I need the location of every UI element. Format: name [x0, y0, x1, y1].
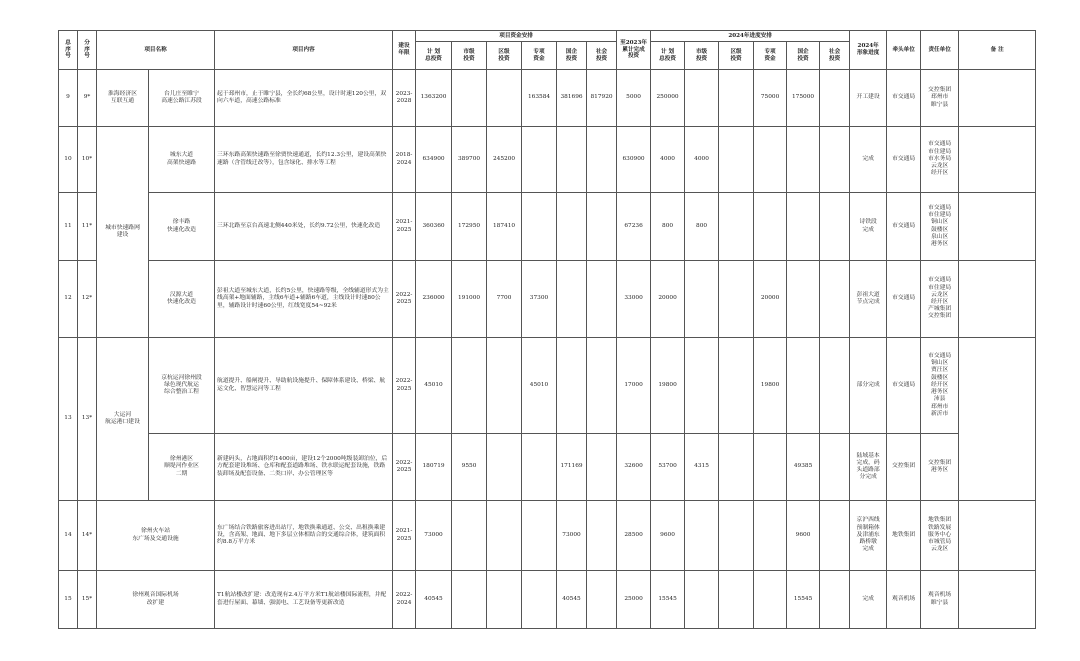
lead-unit-cell: 市交通局	[887, 338, 921, 434]
total-seq-cell: 12	[59, 261, 78, 338]
total-seq-cell: 14	[59, 501, 78, 571]
table-row	[59, 501, 1036, 571]
header-funding-col: 区级 投资	[487, 42, 522, 70]
category-cell: 淮海经济区 互联互通	[97, 70, 149, 127]
total-seq-cell: 13	[59, 338, 78, 501]
funding-district-cell	[487, 434, 522, 501]
funding-social-cell	[587, 571, 617, 629]
funding-social-cell	[587, 127, 617, 193]
plan-total-cell: 53700	[651, 434, 685, 501]
resp-unit-cell: 市交通局 铜山区 贾汪区 鼓楼区 经开区 港务区 沛县 邳州市 新沂市	[921, 338, 959, 434]
total-seq-cell: 10	[59, 127, 78, 193]
project-content-cell: 彭祖大道至城东大道，长约5公里，快速路等级，全线辅道形式为主线高架+地面辅路，主线6车道+辅路6车道，主线设计时速80公里，辅路设计时速60公里，红线宽度54~92米	[215, 261, 393, 338]
funding-social-cell	[587, 193, 617, 261]
build-years-cell: 2022- 2024	[393, 571, 416, 629]
build-years-cell: 2021- 2025	[393, 193, 416, 261]
funding-city-cell: 191000	[452, 261, 487, 338]
remark-cell	[959, 193, 1036, 261]
funding-social-cell	[587, 338, 617, 434]
build-years-cell: 2022- 2025	[393, 338, 416, 434]
plan-social-cell	[820, 338, 850, 434]
resp-unit-cell: 市交通局 市住建局 市水务局 云龙区 经开区	[921, 127, 959, 193]
table-row	[59, 70, 1036, 127]
cum-2023-cell: 67236	[617, 193, 651, 261]
progress-cell: 开工建设	[850, 70, 887, 127]
progress-cell: 诗铁段 完成	[850, 193, 887, 261]
plan-district-cell	[719, 501, 754, 571]
funding-social-cell	[587, 261, 617, 338]
header-build-years: 建设 年限	[393, 31, 416, 70]
plan-city-cell	[685, 70, 719, 127]
plan-special-cell	[754, 434, 787, 501]
plan-soe-cell	[787, 338, 820, 434]
total-seq-cell: 15	[59, 571, 78, 629]
build-years-cell: 2022- 2025	[393, 261, 416, 338]
table-row	[59, 338, 1036, 434]
project-content-cell: 起于邳州市，止于睢宁县，全长约68公里，设计时速120公里，双向六车道，高速公路标准	[215, 70, 393, 127]
funding-district-cell: 187410	[487, 193, 522, 261]
sub-seq-cell: 13*	[78, 338, 97, 501]
build-years-cell: 2023- 2028	[393, 70, 416, 127]
remark-cell	[959, 70, 1036, 127]
table-row	[59, 127, 1036, 193]
total-seq-cell: 9	[59, 70, 78, 127]
remark-cell	[959, 127, 1036, 193]
project-schedule-table	[58, 30, 1036, 629]
remark-cell	[959, 571, 1036, 629]
plan-total-cell: 4000	[651, 127, 685, 193]
funding-soe-cell	[557, 193, 587, 261]
project-name-cell: 汉源大道 快速化改造	[149, 261, 215, 338]
sub-seq-cell: 11*	[78, 193, 97, 261]
lead-unit-cell: 交控集团	[887, 434, 921, 501]
plan-soe-cell: 175000	[787, 70, 820, 127]
header-funding-col: 计 划 总投资	[416, 42, 452, 70]
funding-soe-cell	[557, 127, 587, 193]
funding-total-cell: 634900	[416, 127, 452, 193]
funding-district-cell	[487, 501, 522, 571]
header-resp-unit: 责任单位	[921, 31, 959, 70]
plan-social-cell	[820, 261, 850, 338]
funding-city-cell	[452, 501, 487, 571]
plan-district-cell	[719, 338, 754, 434]
plan-social-cell	[820, 501, 850, 571]
project-content-cell: 航道提升、船闸提升、导助航设施提升、保障体系建设、桥梁、航运文化、智慧运河等工程	[215, 338, 393, 434]
funding-total-cell: 45010	[416, 338, 452, 434]
table-row	[59, 434, 1036, 501]
funding-district-cell: 245200	[487, 127, 522, 193]
plan-soe-cell	[787, 193, 820, 261]
plan-city-cell: 800	[685, 193, 719, 261]
project-name-cell: 徐州港区 顺堤河作业区 二期	[149, 434, 215, 501]
header-lead-unit: 牵头单位	[887, 31, 921, 70]
funding-district-cell	[487, 338, 522, 434]
funding-special-cell: 45010	[522, 338, 557, 434]
header-plan-col: 专项 资金	[754, 42, 787, 70]
plan-special-cell	[754, 193, 787, 261]
header-remarks: 备 注	[959, 31, 1036, 70]
funding-city-cell: 9550	[452, 434, 487, 501]
plan-city-cell	[685, 261, 719, 338]
funding-soe-cell: 381696	[557, 70, 587, 127]
plan-district-cell	[719, 571, 754, 629]
progress-cell: 彭祖大道 节点完成	[850, 261, 887, 338]
resp-unit-cell: 市交通局 市住建局 云龙区 经开区 产城集团 交控集团	[921, 261, 959, 338]
plan-special-cell	[754, 501, 787, 571]
funding-district-cell	[487, 70, 522, 127]
header-funding-col: 社会 投资	[587, 42, 617, 70]
header-total-seq: 总 序 号	[59, 31, 78, 70]
sub-seq-cell: 10*	[78, 127, 97, 193]
lead-unit-cell: 市交通局	[887, 127, 921, 193]
plan-special-cell	[754, 571, 787, 629]
funding-district-cell	[487, 571, 522, 629]
sub-seq-cell: 9*	[78, 70, 97, 127]
plan-total-cell: 800	[651, 193, 685, 261]
project-content-cell: T1航站楼改扩建：改造现有2.4万平方米T1航站楼国际流程，并配套进行屋面、幕墙、强弱电、工艺设备等更新改造	[215, 571, 393, 629]
funding-total-cell: 180719	[416, 434, 452, 501]
cum-2023-cell: 630900	[617, 127, 651, 193]
progress-cell: 完成	[850, 127, 887, 193]
resp-unit-cell: 交控集团 港务区	[921, 434, 959, 501]
funding-city-cell: 389700	[452, 127, 487, 193]
build-years-cell: 2022- 2025	[393, 434, 416, 501]
header-cum-2023: 至2023年 累计完成 投资	[617, 31, 651, 70]
lead-unit-cell: 地铁集团	[887, 501, 921, 571]
resp-unit-cell: 观音机场 睢宁县	[921, 571, 959, 629]
header-plan-col: 社会 投资	[820, 42, 850, 70]
lead-unit-cell: 观音机场	[887, 571, 921, 629]
header-funding-col: 市级 投资	[452, 42, 487, 70]
remark-cell	[959, 261, 1036, 338]
funding-soe-cell: 40545	[557, 571, 587, 629]
plan-city-cell	[685, 338, 719, 434]
plan-total-cell: 250000	[651, 70, 685, 127]
sub-seq-cell: 12*	[78, 261, 97, 338]
plan-soe-cell	[787, 261, 820, 338]
funding-social-cell	[587, 501, 617, 571]
plan-social-cell	[820, 193, 850, 261]
header-progress-2024: 2024年 形象进度	[850, 31, 887, 70]
plan-total-cell: 19800	[651, 338, 685, 434]
project-content-cell: 三环北路至京台高速北侧440米处，长约9.72公里，快速化改造	[215, 193, 393, 261]
plan-social-cell	[820, 571, 850, 629]
plan-social-cell	[820, 127, 850, 193]
cum-2023-cell: 17000	[617, 338, 651, 434]
funding-city-cell	[452, 70, 487, 127]
cum-2023-cell: 28500	[617, 501, 651, 571]
cum-2023-cell: 32600	[617, 434, 651, 501]
plan-social-cell	[820, 70, 850, 127]
lead-unit-cell: 市交通局	[887, 70, 921, 127]
plan-total-cell: 9600	[651, 501, 685, 571]
header-plan-col: 市级 投资	[685, 42, 719, 70]
project-name-cell: 徐州火车站 东广场及交通设施	[97, 501, 215, 571]
project-content-cell: 三环东路高架快速路至徐贾快速通道，长约12.3公里，建设高架快速路（含管线迁改等），包含绿化、排水等工程	[215, 127, 393, 193]
funding-soe-cell	[557, 261, 587, 338]
funding-social-cell: 817920	[587, 70, 617, 127]
plan-city-cell: 4000	[685, 127, 719, 193]
funding-special-cell: 37300	[522, 261, 557, 338]
funding-social-cell	[587, 434, 617, 501]
plan-district-cell	[719, 261, 754, 338]
lead-unit-cell: 市交通局	[887, 261, 921, 338]
plan-total-cell: 15545	[651, 571, 685, 629]
funding-total-cell: 73000	[416, 501, 452, 571]
plan-total-cell: 20000	[651, 261, 685, 338]
funding-total-cell: 360360	[416, 193, 452, 261]
plan-special-cell	[754, 127, 787, 193]
plan-soe-cell: 9600	[787, 501, 820, 571]
plan-district-cell	[719, 434, 754, 501]
header-funding-col: 专项 资金	[522, 42, 557, 70]
cum-2023-cell: 33000	[617, 261, 651, 338]
funding-total-cell: 40545	[416, 571, 452, 629]
funding-district-cell: 7700	[487, 261, 522, 338]
funding-soe-cell: 73000	[557, 501, 587, 571]
plan-district-cell	[719, 193, 754, 261]
progress-cell: 陆域基本 完成，码 头道路部 分完成	[850, 434, 887, 501]
header-plan-2024-group: 2024年进度安排	[651, 31, 850, 42]
plan-district-cell	[719, 127, 754, 193]
project-content-cell: 东广场结合铁路旅客进出站厅，地铁换乘通道、公交、出租换乘建设，含高架、地面、地下多层立体相结合的交通综合体，建筑面积约8.8万平方米	[215, 501, 393, 571]
sub-seq-cell: 15*	[78, 571, 97, 629]
plan-soe-cell: 49385	[787, 434, 820, 501]
table-row	[59, 261, 1036, 338]
category-cell: 城市快速路网 建设	[97, 127, 149, 338]
funding-soe-cell: 171169	[557, 434, 587, 501]
resp-unit-cell: 市交通局 市住建局 铜山区 鼓楼区 泉山区 港务区	[921, 193, 959, 261]
remark-cell	[959, 501, 1036, 571]
funding-city-cell: 172950	[452, 193, 487, 261]
progress-cell: 完成	[850, 571, 887, 629]
header-project-content: 项目内容	[215, 31, 393, 70]
funding-city-cell	[452, 571, 487, 629]
build-years-cell: 2021- 2025	[393, 501, 416, 571]
category-cell: 大运河 航运港口建设	[97, 338, 149, 501]
resp-unit-cell: 地铁集团 铁路发展 服务中心 市城管局 云龙区	[921, 501, 959, 571]
cum-2023-cell: 5000	[617, 70, 651, 127]
remark-cell	[959, 338, 1036, 501]
funding-special-cell	[522, 501, 557, 571]
sub-seq-cell: 14*	[78, 501, 97, 571]
build-years-cell: 2018- 2024	[393, 127, 416, 193]
plan-city-cell: 4315	[685, 434, 719, 501]
plan-district-cell	[719, 70, 754, 127]
header-funding-group: 项目资金安排	[416, 31, 617, 42]
plan-soe-cell: 15545	[787, 571, 820, 629]
funding-total-cell: 236000	[416, 261, 452, 338]
funding-special-cell	[522, 571, 557, 629]
header-project-name: 项目名称	[97, 31, 215, 70]
funding-special-cell: 163584	[522, 70, 557, 127]
plan-city-cell	[685, 501, 719, 571]
header-funding-col: 国企 投资	[557, 42, 587, 70]
project-content-cell: 新建码头，占地面积约1400亩，建设12个2000吨级装卸泊位，后方配套建设堆场、仓库和配套道路堆场、铁水联运配套设施，铁路装卸场及配套设备、二类口岸、办公管理区等	[215, 434, 393, 501]
header-sub-seq: 分 序 号	[78, 31, 97, 70]
header-plan-col: 国企 投资	[787, 42, 820, 70]
project-table-sheet	[58, 30, 1024, 629]
plan-special-cell: 19800	[754, 338, 787, 434]
plan-special-cell: 20000	[754, 261, 787, 338]
project-name-cell: 徐丰路 快速化改造	[149, 193, 215, 261]
plan-soe-cell	[787, 127, 820, 193]
total-seq-cell: 11	[59, 193, 78, 261]
funding-special-cell	[522, 434, 557, 501]
table-row	[59, 193, 1036, 261]
progress-cell: 京沪西线 预制箱体 及津浦东 路桥墩 完成	[850, 501, 887, 571]
plan-special-cell: 75000	[754, 70, 787, 127]
funding-soe-cell	[557, 338, 587, 434]
header-plan-col: 计 划 总投资	[651, 42, 685, 70]
project-name-cell: 徐州观音国际机场 改扩建	[97, 571, 215, 629]
funding-total-cell: 1363200	[416, 70, 452, 127]
project-name-cell: 城东大道 高架快速路	[149, 127, 215, 193]
funding-city-cell	[452, 338, 487, 434]
resp-unit-cell: 交控集团 邳州市 睢宁县	[921, 70, 959, 127]
project-name-cell: 京杭运河徐州段 绿色现代航运 综合整治工程	[149, 338, 215, 434]
header-plan-col: 区级 投资	[719, 42, 754, 70]
cum-2023-cell: 25000	[617, 571, 651, 629]
plan-city-cell	[685, 571, 719, 629]
progress-cell: 部分完成	[850, 338, 887, 434]
lead-unit-cell: 市交通局	[887, 193, 921, 261]
funding-special-cell	[522, 127, 557, 193]
project-name-cell: 台儿庄至睢宁 高速公路江苏段	[149, 70, 215, 127]
table-row	[59, 571, 1036, 629]
funding-special-cell	[522, 193, 557, 261]
plan-social-cell	[820, 434, 850, 501]
